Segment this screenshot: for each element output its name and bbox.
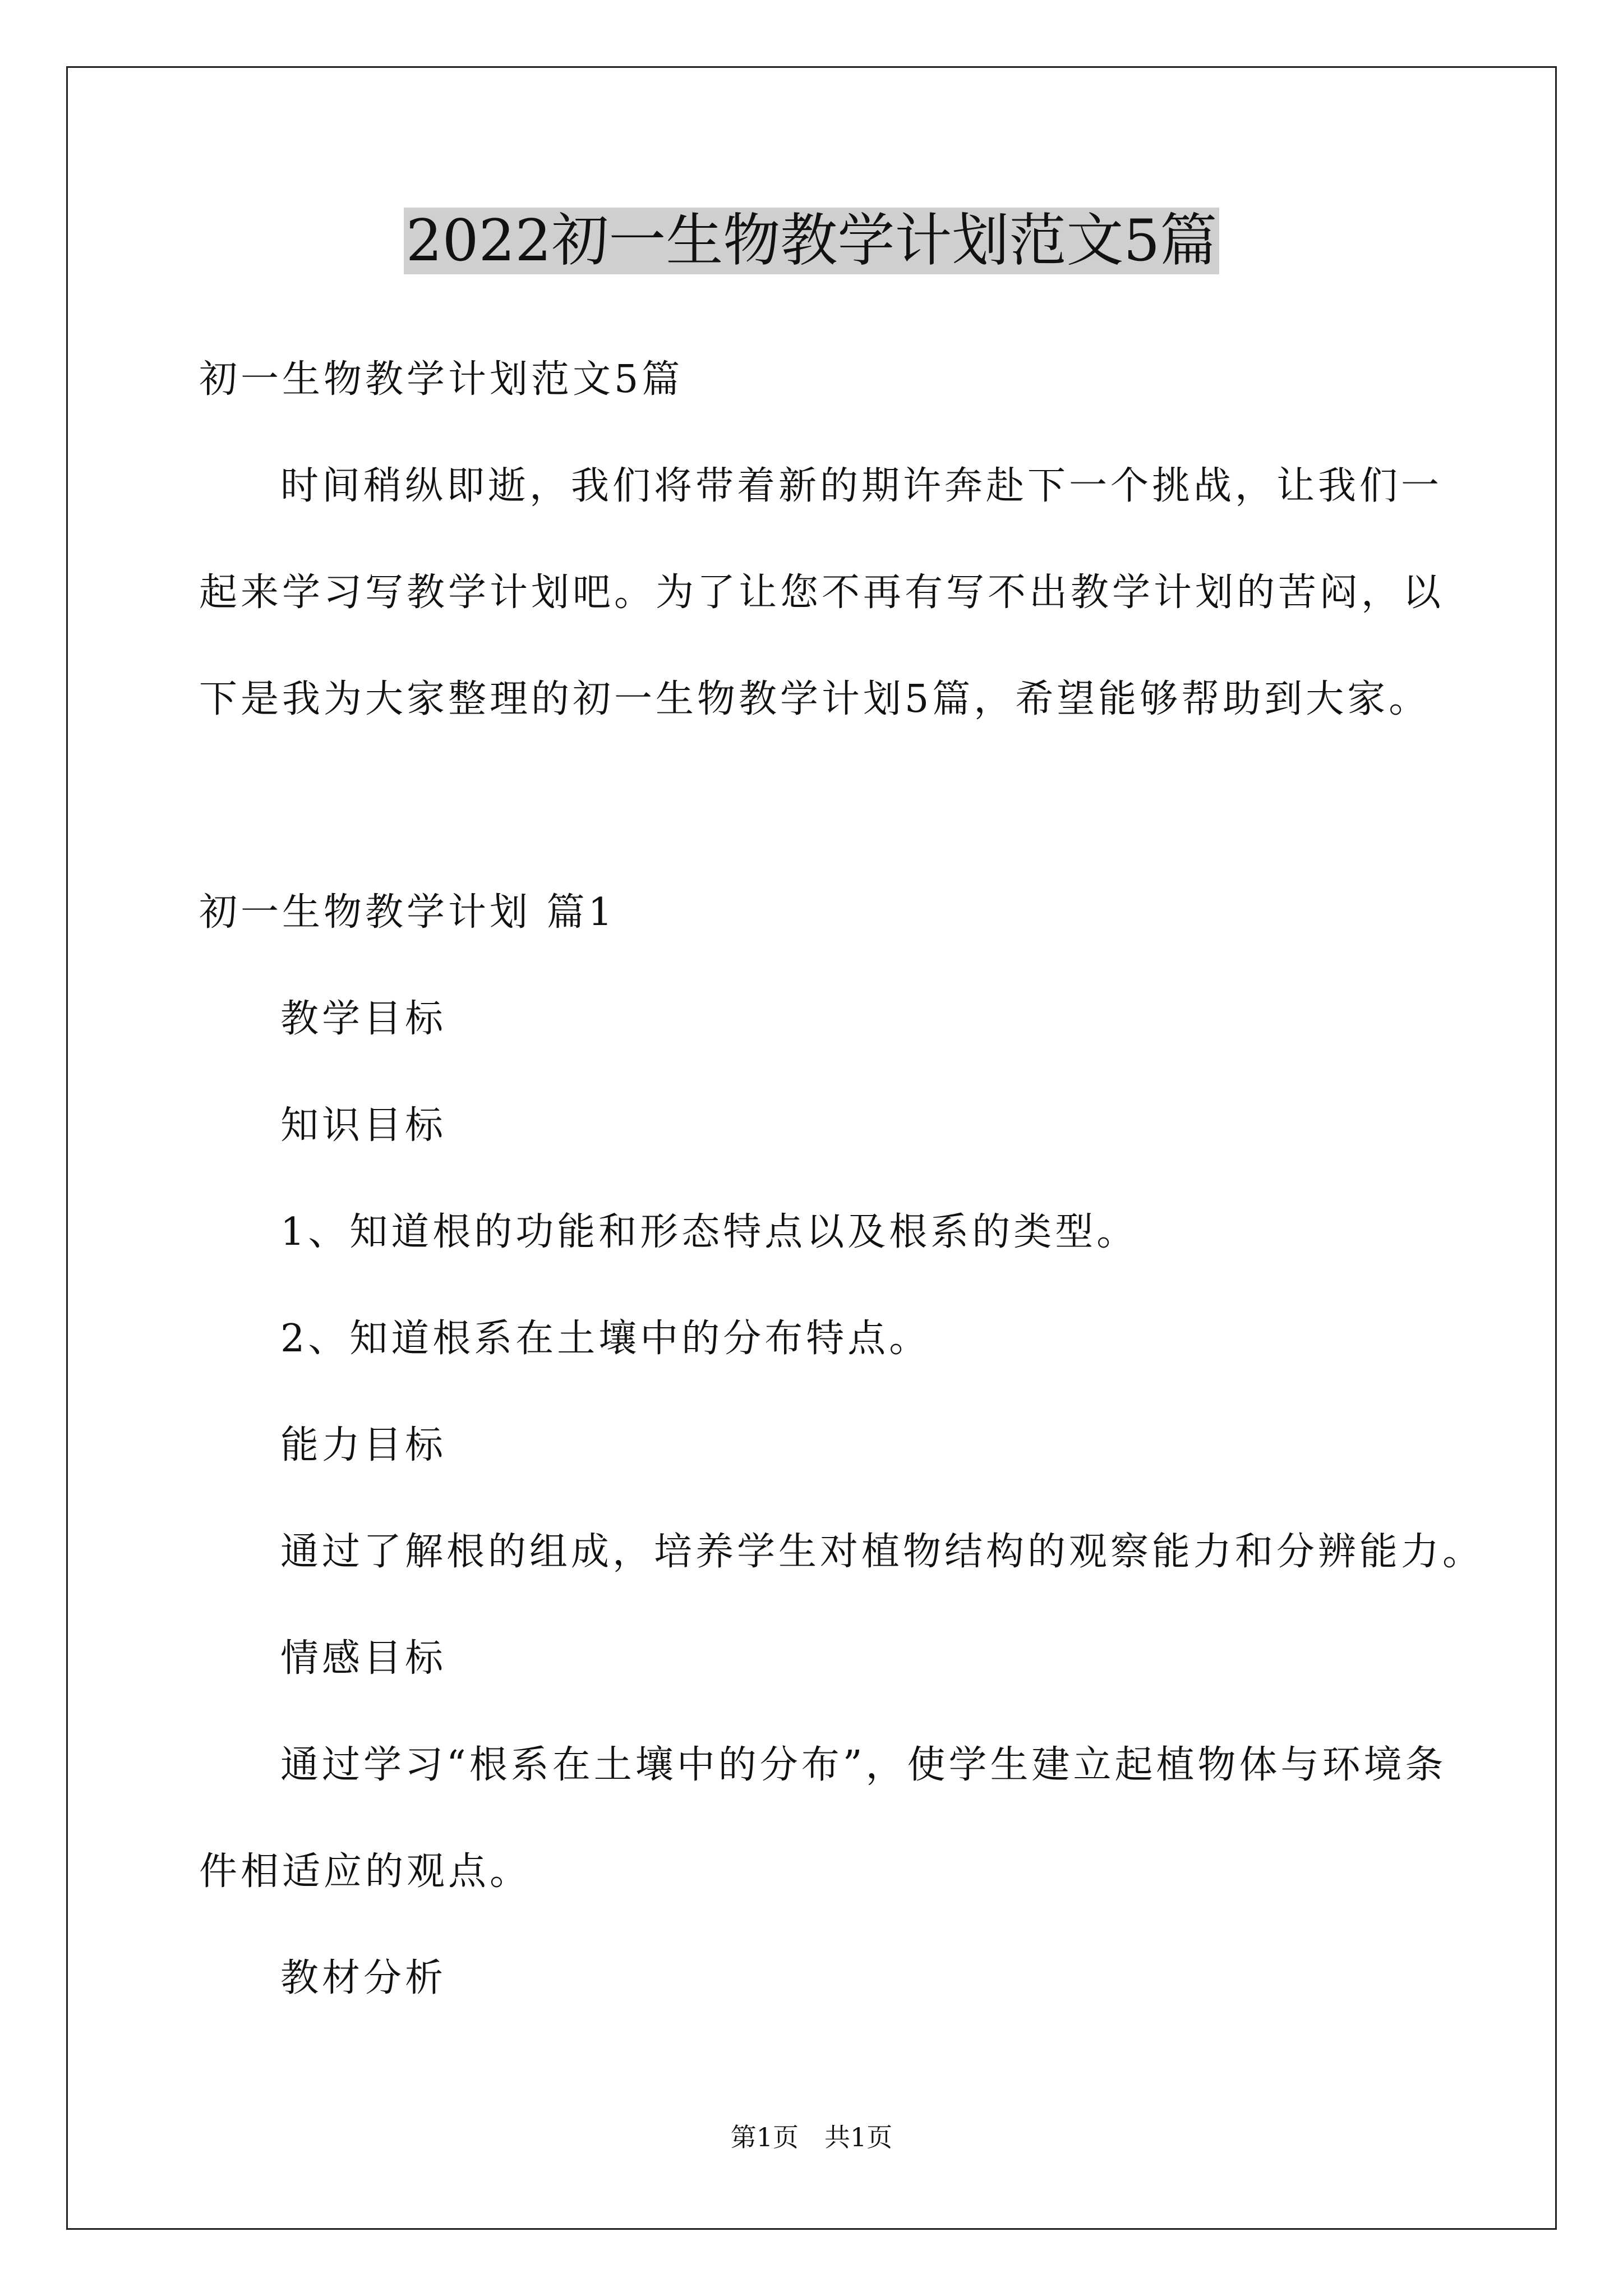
knowledge-item-2: 2、知道根系在土壤中的分布特点。 <box>280 1317 931 1361</box>
intro-line-1: 时间稍纵即逝，我们将带着新的期许奔赴下一个挑战，让我们一 <box>280 464 1443 508</box>
ability-text: 通过了解根的组成，培养学生对植物结构的观察能力和分辨能力。 <box>280 1530 1484 1574</box>
intro-line-2: 起来学习写教学计划吧。为了让您不再有写不出教学计划的苦闷，以 <box>199 570 1445 615</box>
intro-line-3: 下是我为大家整理的初一生物教学计划5篇，希望能够帮助到大家。 <box>199 677 1431 721</box>
title-text: 2022初一生物教学计划范文5篇 <box>404 208 1219 274</box>
subtitle: 初一生物教学计划范文5篇 <box>199 357 684 402</box>
emotion-line-1: 通过学习“根系在土壤中的分布”，使学生建立起植物体与环境条 <box>280 1743 1447 1787</box>
knowledge-goals-heading: 知识目标 <box>280 1103 447 1148</box>
material-analysis-heading: 教材分析 <box>280 1956 447 2000</box>
page-footer: 第1页 共1页 <box>730 2122 893 2152</box>
section-heading: 初一生物教学计划 篇1 <box>199 890 616 935</box>
emotion-goals-heading: 情感目标 <box>280 1636 447 1681</box>
document-title <box>0 202 1623 280</box>
knowledge-item-1: 1、知道根的功能和形态特点以及根系的类型。 <box>280 1210 1138 1254</box>
emotion-line-2: 件相适应的观点。 <box>199 1849 532 1894</box>
ability-goals-heading: 能力目标 <box>280 1423 447 1467</box>
teaching-goals-heading: 教学目标 <box>280 997 447 1041</box>
